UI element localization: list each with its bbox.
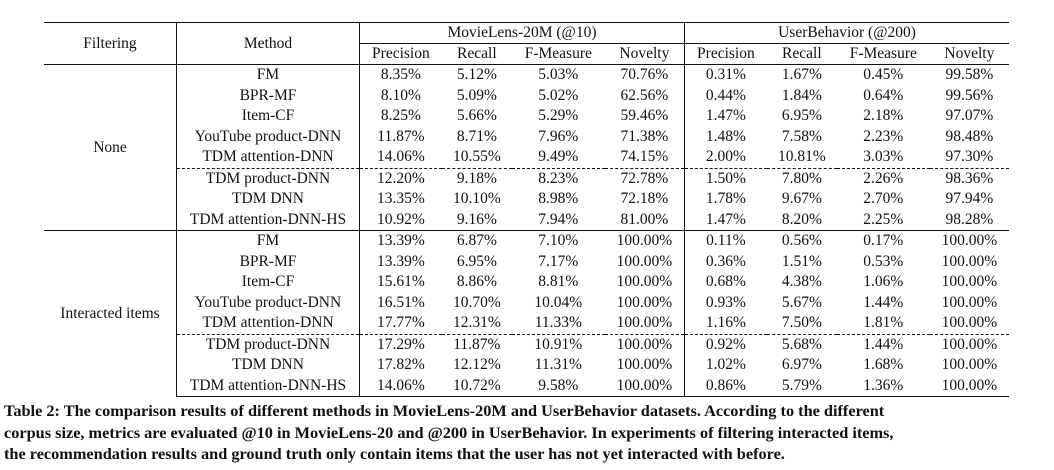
value-cell: 5.68% — [767, 334, 837, 355]
movielens-header: MovieLens-20M (@10) — [360, 23, 685, 44]
value-cell: 100.00% — [930, 376, 1009, 397]
value-cell: 1.36% — [837, 376, 930, 397]
value-cell: 1.84% — [781, 86, 822, 104]
value-cell: 10.55% — [452, 148, 501, 166]
metric-header: Novelty — [605, 44, 685, 65]
value-cell: 0.53% — [863, 252, 904, 270]
value-cell: 1.44% — [863, 293, 904, 311]
table-row — [44, 106, 1009, 127]
value-cell: 1.51% — [781, 252, 822, 270]
value-cell: 14.06% — [360, 376, 442, 397]
method-cell: TDM attention-DNN-HS — [177, 210, 360, 231]
metric-header: F-Measure — [512, 44, 605, 65]
table-row — [44, 86, 1009, 107]
value-cell: 16.51% — [377, 293, 425, 311]
filtering-header: Filtering — [44, 23, 177, 65]
table-row — [44, 231, 1009, 252]
value-cell: 2.00% — [705, 148, 746, 166]
value-cell: 17.29% — [360, 334, 442, 355]
table-row — [44, 168, 1009, 189]
value-cell: 5.02% — [538, 86, 579, 104]
table-row — [44, 189, 1009, 210]
value-cell: 3.03% — [863, 148, 904, 166]
value-cell: 5.12% — [442, 65, 512, 86]
value-cell: 1.16% — [705, 314, 746, 332]
value-cell: 98.36% — [930, 168, 1009, 189]
value-cell: 7.17% — [538, 252, 579, 270]
results-table — [44, 22, 1009, 397]
metric-header: Recall — [442, 44, 512, 65]
table-row — [44, 252, 1009, 273]
metric-header: Precision — [685, 44, 767, 65]
table-row — [44, 272, 1009, 293]
table-row — [44, 334, 1009, 355]
value-cell: 98.28% — [945, 210, 994, 228]
value-cell: 8.81% — [538, 273, 579, 291]
value-cell: 1.68% — [863, 356, 904, 374]
value-cell: 11.31% — [534, 356, 582, 374]
value-cell: 100.00% — [941, 314, 998, 332]
method-header: Method — [177, 23, 360, 65]
value-cell: 10.70% — [452, 293, 501, 311]
caption-line: the recommendation results and ground truth only contain items that the user has not yet interacted with before. — [4, 444, 785, 463]
metric-header: Novelty — [930, 44, 1009, 65]
table-row — [44, 210, 1009, 231]
value-cell: 8.10% — [380, 86, 421, 104]
value-cell: 9.67% — [781, 190, 822, 208]
userbehavior-header: UserBehavior (@200) — [685, 23, 1010, 44]
value-cell: 0.11% — [685, 231, 767, 252]
value-cell: 0.93% — [705, 293, 746, 311]
value-cell: 7.96% — [538, 127, 579, 145]
value-cell: 8.25% — [380, 107, 421, 125]
value-cell: 71.38% — [605, 127, 685, 148]
value-cell: 4.38% — [781, 273, 822, 291]
value-cell: 100.00% — [941, 356, 998, 374]
value-cell: 0.17% — [837, 231, 930, 252]
value-cell: 10.10% — [452, 190, 501, 208]
value-cell: 1.02% — [705, 356, 746, 374]
method-cell: TDM DNN — [177, 189, 360, 210]
value-cell: 62.56% — [605, 86, 685, 107]
value-cell: 11.87% — [377, 127, 425, 145]
value-cell: 1.47% — [705, 107, 746, 125]
value-cell: 8.71% — [456, 127, 497, 145]
value-cell: 100.00% — [605, 355, 685, 376]
value-cell: 0.64% — [863, 86, 904, 104]
value-cell: 0.86% — [685, 376, 767, 397]
value-cell: 81.00% — [605, 210, 685, 231]
value-cell: 1.78% — [705, 190, 746, 208]
value-cell: 2.70% — [863, 190, 904, 208]
value-cell: 0.31% — [685, 65, 767, 86]
method-cell: Item-CF — [177, 272, 360, 293]
value-cell: 2.25% — [863, 210, 904, 228]
value-cell: 100.00% — [930, 231, 1009, 252]
value-cell: 12.20% — [360, 168, 442, 189]
value-cell: 99.56% — [945, 86, 994, 104]
method-cell: BPR-MF — [177, 86, 360, 107]
value-cell: 100.00% — [941, 273, 998, 291]
value-cell: 100.00% — [605, 231, 685, 252]
value-cell: 9.18% — [442, 168, 512, 189]
value-cell: 97.94% — [945, 190, 994, 208]
method-cell: TDM attention-DNN — [177, 313, 360, 334]
value-cell: 100.00% — [605, 252, 685, 273]
value-cell: 2.18% — [863, 107, 904, 125]
method-cell: Item-CF — [177, 106, 360, 127]
value-cell: 6.97% — [781, 356, 822, 374]
value-cell: 7.80% — [767, 168, 837, 189]
method-cell: TDM attention-DNN-HS — [177, 376, 360, 397]
value-cell: 1.44% — [837, 334, 930, 355]
value-cell: 74.15% — [605, 147, 685, 168]
value-cell: 1.67% — [767, 65, 837, 86]
method-cell: FM — [177, 65, 360, 86]
value-cell: 0.36% — [705, 252, 746, 270]
value-cell: 7.50% — [781, 314, 822, 332]
table-row — [44, 65, 1009, 86]
value-cell: 17.82% — [377, 356, 425, 374]
value-cell: 13.39% — [377, 252, 425, 270]
value-cell: 100.00% — [605, 293, 685, 314]
value-cell: 2.23% — [863, 127, 904, 145]
value-cell: 100.00% — [605, 334, 685, 355]
value-cell: 0.92% — [685, 334, 767, 355]
value-cell: 8.35% — [360, 65, 442, 86]
value-cell: 10.91% — [512, 334, 605, 355]
value-cell: 17.77% — [377, 314, 425, 332]
filtering-group-label: Interacted items — [44, 231, 177, 397]
table-caption — [4, 400, 1052, 465]
value-cell: 10.81% — [777, 148, 826, 166]
value-cell: 72.18% — [605, 189, 685, 210]
value-cell: 72.78% — [605, 168, 685, 189]
method-cell: TDM product-DNN — [177, 168, 360, 189]
value-cell: 9.58% — [512, 376, 605, 397]
value-cell: 12.12% — [452, 356, 501, 374]
value-cell: 100.00% — [605, 376, 685, 397]
value-cell: 1.50% — [685, 168, 767, 189]
metric-header: Recall — [767, 44, 837, 65]
value-cell: 6.95% — [781, 107, 822, 125]
method-cell: BPR-MF — [177, 252, 360, 273]
value-cell: 70.76% — [605, 65, 685, 86]
value-cell: 5.67% — [781, 293, 822, 311]
value-cell: 100.00% — [605, 313, 685, 334]
value-cell: 7.94% — [538, 210, 579, 228]
value-cell: 0.45% — [837, 65, 930, 86]
table-row — [44, 147, 1009, 168]
value-cell: 97.07% — [945, 107, 994, 125]
value-cell: 10.92% — [377, 210, 425, 228]
table-row — [44, 293, 1009, 314]
value-cell: 8.20% — [781, 210, 822, 228]
table-row — [44, 127, 1009, 148]
value-cell: 0.56% — [767, 231, 837, 252]
value-cell: 1.81% — [863, 314, 904, 332]
metric-header: F-Measure — [837, 44, 930, 65]
value-cell: 5.79% — [767, 376, 837, 397]
value-cell: 8.98% — [538, 190, 579, 208]
filtering-group-label: None — [44, 65, 177, 231]
value-cell: 1.06% — [863, 273, 904, 291]
value-cell: 10.72% — [442, 376, 512, 397]
value-cell: 15.61% — [377, 273, 425, 291]
value-cell: 14.06% — [377, 148, 425, 166]
value-cell: 5.66% — [456, 107, 497, 125]
table-row — [44, 313, 1009, 334]
value-cell: 98.48% — [945, 127, 994, 145]
table-row — [44, 376, 1009, 397]
value-cell: 5.09% — [456, 86, 497, 104]
value-cell: 1.47% — [705, 210, 746, 228]
value-cell: 9.16% — [456, 210, 497, 228]
value-cell: 100.00% — [941, 293, 998, 311]
caption-line: Table 2: The comparison results of different methods in MovieLens-20M and UserBehavior datasets. According to the different — [4, 401, 885, 420]
value-cell: 7.58% — [781, 127, 822, 145]
method-cell: FM — [177, 231, 360, 252]
method-cell: YouTube product-DNN — [177, 127, 360, 148]
value-cell: 12.31% — [452, 314, 501, 332]
value-cell: 8.23% — [512, 168, 605, 189]
value-cell: 100.00% — [605, 272, 685, 293]
caption-line: corpus size, metrics are evaluated @10 in MovieLens-20 and @200 in UserBehavior. In experiments of filtering interacted items, — [4, 422, 894, 442]
value-cell: 2.26% — [837, 168, 930, 189]
value-cell: 6.87% — [442, 231, 512, 252]
value-cell: 100.00% — [941, 252, 998, 270]
value-cell: 0.68% — [705, 273, 746, 291]
value-cell: 6.95% — [456, 252, 497, 270]
value-cell: 0.44% — [705, 86, 746, 104]
method-cell: TDM product-DNN — [177, 334, 360, 355]
value-cell: 100.00% — [930, 334, 1009, 355]
method-cell: YouTube product-DNN — [177, 293, 360, 314]
method-cell: TDM DNN — [177, 355, 360, 376]
value-cell: 9.49% — [538, 148, 579, 166]
method-cell: TDM attention-DNN — [177, 147, 360, 168]
table-row — [44, 355, 1009, 376]
value-cell: 13.39% — [360, 231, 442, 252]
value-cell: 5.03% — [512, 65, 605, 86]
value-cell: 59.46% — [605, 106, 685, 127]
value-cell: 5.29% — [538, 107, 579, 125]
value-cell: 11.33% — [534, 314, 582, 332]
metric-header: Precision — [360, 44, 442, 65]
value-cell: 97.30% — [945, 148, 994, 166]
value-cell: 13.35% — [377, 190, 425, 208]
value-cell: 8.86% — [456, 273, 497, 291]
value-cell: 99.58% — [930, 65, 1009, 86]
value-cell: 10.04% — [534, 293, 583, 311]
value-cell: 1.48% — [705, 127, 746, 145]
value-cell: 11.87% — [442, 334, 512, 355]
value-cell: 7.10% — [512, 231, 605, 252]
